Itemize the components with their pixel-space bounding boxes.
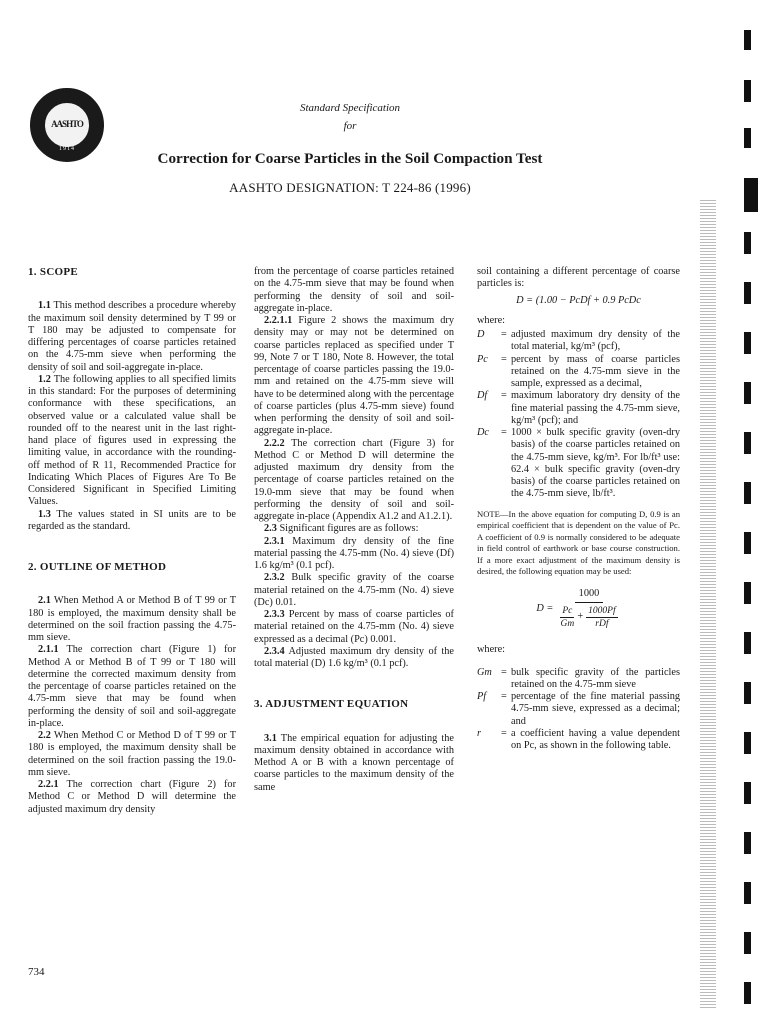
para-num: 2.1.1 bbox=[38, 644, 59, 656]
definition-symbol: Gm bbox=[477, 666, 492, 678]
equals-sign: = bbox=[501, 666, 507, 678]
para-text: When Method A or Method B of T 99 or T 180 is employed, the maximum density shall be determined on the soil fraction passing the 4.75-mm sieve. bbox=[28, 595, 236, 643]
equation-note: NOTE—In the above equation for computing D, 0.9 is an empirical coefficient that is dependent on the value of Pc. A coefficient of 0.9 is normally considered to be adequate in field control of earthwork or base course construction. If a more exact adjustment of the maximum density is desired, the following equation may be used: bbox=[477, 508, 680, 576]
section-heading-adjustment: 3. ADJUSTMENT EQUATION bbox=[254, 698, 409, 711]
scan-edge-mark bbox=[744, 128, 751, 148]
definitions-list-1 bbox=[477, 329, 680, 501]
definitions-list-2 bbox=[477, 667, 680, 753]
definition-text: maximum laboratory dry density of the fine material passing the 4.75-mm sieve, kg/m³ (pcf); and bbox=[511, 390, 680, 426]
para-2-2-2 bbox=[254, 438, 454, 524]
para-2-3-4 bbox=[254, 646, 454, 671]
definition-row bbox=[477, 728, 680, 753]
definition-text: 1000 × bulk specific gravity (oven-dry basis) of the coarse particles retained on the 4.75-mm sieve, kg/m³. For lb/ft³ use: 62.4 × bulk specific gravity (oven-dry basis) of the coarse particles retained on the 4.75-mm sieve, lb/ft³. bbox=[511, 427, 680, 500]
seal-year: 1914 bbox=[59, 146, 75, 152]
scan-edge-mark bbox=[744, 178, 758, 212]
scan-edge-mark bbox=[744, 882, 751, 904]
scan-edge-mark bbox=[744, 282, 751, 304]
eq2-fraction bbox=[557, 588, 620, 631]
para-text: This method describes a procedure whereby the maximum soil density determined by T 99 or T 180 may be adjusted to compensate for differing percentages of coarse particles retained on the 4.75-mm sieve when performing the density of soil and soil-aggregate in-place. bbox=[28, 300, 237, 373]
eq2-numerator: 1000 bbox=[575, 588, 604, 603]
scan-edge-mark bbox=[744, 532, 751, 554]
column-1 bbox=[28, 266, 236, 816]
definition-row bbox=[477, 691, 680, 728]
scan-edge-mark bbox=[744, 632, 751, 654]
equals-sign: = bbox=[501, 390, 507, 402]
scan-edge-mark bbox=[744, 982, 751, 1004]
para-num: 1.1 bbox=[38, 300, 51, 312]
equation-1: D = (1.00 − PcDf + 0.9 PcDc bbox=[516, 294, 641, 306]
para-num: 1.3 bbox=[38, 508, 51, 520]
definition-symbol: Pf bbox=[477, 691, 487, 702]
section-heading-outline: 2. OUTLINE OF METHOD bbox=[28, 561, 167, 573]
definition-symbol: r bbox=[477, 727, 482, 739]
para-text: Figure 2 shows the maximum dry density may or may not be determined on coarse particles replaced as specified under T 99, Note 7 or T 180, Note 8. However, the total percentage of coarse particles passing the 19.0-mm and retained on the 4.75-mm sieve will have to be determined along with the percentage of coarse particles (plus 4.75-mm sieve) found when performing the density of soil and soil-aggregate in-place. bbox=[254, 315, 455, 437]
where-label-2: where: bbox=[477, 644, 506, 656]
standard-spec-line: Standard Specification bbox=[299, 102, 401, 114]
eq2-lhs: D = bbox=[536, 602, 554, 614]
scan-edge-mark bbox=[744, 482, 751, 504]
para-text: The correction chart (Figure 1) for Method A or Method B of T 99 or T 180 will determine the corrected maximum density from the percentage of coarse particles retained on the 4.75-mm sieve that may be found when performing the density of soil and soil-aggregate in-place. bbox=[28, 644, 237, 729]
para-2-3-2 bbox=[254, 572, 454, 609]
definition-text: percent by mass of coarse particles retained on the 4.75-mm sieve in the sample, expressed as a decimal, bbox=[511, 353, 680, 389]
equals-sign: = bbox=[501, 727, 507, 739]
scan-edge-mark bbox=[744, 582, 751, 604]
definition-symbol: Df bbox=[477, 390, 488, 402]
for-line: for bbox=[343, 120, 357, 132]
para-text: When Method C or Method D of T 99 or T 180 is employed, the maximum density shall be determined on the soil fraction passing the 19.0-mm sieve. bbox=[28, 730, 236, 778]
eq2-term2-num: 1000Pf bbox=[586, 605, 617, 618]
definition-row bbox=[477, 427, 680, 501]
where-label: where: bbox=[477, 314, 506, 326]
para-3-1 bbox=[254, 733, 454, 794]
para-num: 2.3.2 bbox=[264, 572, 285, 584]
para-num: 2.2.1 bbox=[38, 779, 59, 790]
para-text: The correction chart (Figure 2) for Method C or Method D will determine the adjusted maximum dry density bbox=[28, 779, 237, 815]
para-num: 2.1 bbox=[38, 595, 51, 607]
scan-edge-mark bbox=[744, 332, 751, 354]
definition-text: adjusted maximum dry density of the total material, kg/m³ (pcf), bbox=[511, 329, 680, 353]
equals-sign: = bbox=[501, 691, 507, 702]
scan-edge-mark bbox=[744, 80, 751, 102]
para-text: The empirical equation for adjusting the maximum density obtained in accordance with Method A or B with a known percentage of coarse particles to the maximum density of the same bbox=[254, 732, 454, 793]
para-1-3 bbox=[28, 509, 236, 534]
para-2-1 bbox=[28, 595, 236, 644]
para-text: Bulk specific gravity of the coarse material retained on the 4.75-mm (No. 4) sieve (Dc) 0.01. bbox=[254, 572, 454, 608]
para-2-2 bbox=[28, 730, 236, 779]
equals-sign: = bbox=[501, 329, 507, 340]
para-num: 3.1 bbox=[264, 732, 277, 744]
para-text: The correction chart (Figure 3) for Method C or Method D will determine the adjusted maximum dry density from the percentage of coarse particles retained on the 19.0-mm sieve that may be found when performing the density of soil and soil-aggregate in-place (Appendix A1.2 and A1.2.1). bbox=[254, 437, 454, 522]
para-continued: soil containing a different percentage of coarse particles is: bbox=[477, 266, 680, 290]
para-num: 2.3.3 bbox=[264, 609, 285, 620]
para-2-3-3 bbox=[254, 609, 454, 646]
column-3 bbox=[477, 266, 680, 752]
aashto-designation: AASHTO DESIGNATION: T 224-86 (1996) bbox=[229, 180, 471, 195]
definition-row bbox=[477, 354, 680, 391]
para-2-3-1 bbox=[254, 536, 454, 573]
para-num: 2.3.1 bbox=[264, 535, 285, 547]
para-text: The following applies to all specified limits in this standard: For the purposes of determining conformance with these specifications, an observed value or a calculated value shall be rounded off to the nearest unit in the last right-hand place of figures used in expressing the limiting value, in accordance with the rounding-off method of R 11, Recommended Practice for Indicating Which Places of Figures Are To Be Considered Significant in Specified Limiting Values. bbox=[28, 373, 236, 508]
para-num: 2.2.2 bbox=[264, 437, 285, 449]
scan-edge-mark bbox=[744, 932, 751, 954]
para-2-1-1 bbox=[28, 644, 236, 730]
para-2-3 bbox=[254, 523, 454, 535]
definition-text: bulk specific gravity of the particles retained on the 4.75-mm sieve bbox=[511, 666, 680, 690]
seal-monogram: AASHTO bbox=[51, 119, 83, 129]
page-number: 734 bbox=[28, 966, 45, 978]
eq2-term2-den: rDf bbox=[595, 619, 609, 629]
definition-text: percentage of the fine material passing 4.75-mm sieve, expressed as a decimal; and bbox=[511, 691, 680, 727]
definition-row bbox=[477, 390, 680, 427]
equals-sign: = bbox=[501, 427, 507, 438]
para-text: Percent by mass of coarse particles of material retained on the 4.75-mm (No. 4) sieve expressed as a decimal (Pc) 0.001. bbox=[254, 609, 454, 645]
scan-edge-mark bbox=[744, 30, 751, 50]
para-text: Significant figures are as follows: bbox=[279, 523, 419, 535]
para-num: 2.3.4 bbox=[264, 645, 285, 657]
para-1-2 bbox=[28, 374, 236, 509]
equals-sign: = bbox=[501, 353, 507, 365]
section-heading-scope: 1. SCOPE bbox=[28, 266, 79, 278]
para-num: 2.2.1.1 bbox=[264, 315, 293, 326]
para-1-1 bbox=[28, 300, 236, 374]
scan-edge-mark bbox=[744, 782, 751, 804]
eq2-denominator bbox=[557, 603, 620, 631]
equation-2 bbox=[477, 588, 680, 631]
column-2 bbox=[254, 266, 454, 794]
para-num: 2.2 bbox=[38, 730, 51, 741]
eq2-plus: + bbox=[577, 611, 584, 623]
para-2-2-1-1 bbox=[254, 315, 454, 438]
para-continued: from the percentage of coarse particles retained on the 4.75-mm sieve that may be found when performing the density of soil and soil-aggregate in-place. bbox=[254, 266, 454, 314]
eq2-term1-den: Gm bbox=[560, 619, 575, 629]
scan-edge-mark bbox=[744, 432, 751, 454]
scan-edge-mark bbox=[744, 382, 751, 404]
definition-text: a coefficient having a value dependent on Pc, as shown in the following table. bbox=[511, 727, 680, 751]
para-text: Maximum dry density of the fine material passing the 4.75-mm (No. 4) sieve (Df) 1.6 kg/m³ (0.1 pcf). bbox=[254, 535, 454, 571]
scan-edge-mark bbox=[744, 682, 751, 704]
definition-row bbox=[477, 667, 680, 692]
para-num: 2.3 bbox=[264, 523, 277, 535]
para-2-2-1 bbox=[28, 779, 236, 816]
scan-edge-noise bbox=[700, 200, 716, 1010]
document-title: Correction for Coarse Particles in the Soil Compaction Test bbox=[157, 150, 543, 167]
scan-edge-mark bbox=[744, 232, 751, 254]
scan-edge-mark bbox=[744, 832, 751, 854]
eq2-term1-num: Pc bbox=[560, 605, 574, 618]
definition-symbol: Pc bbox=[477, 353, 488, 365]
definition-symbol: D bbox=[477, 329, 485, 340]
para-text: The values stated in SI units are to be regarded as the standard. bbox=[28, 508, 237, 532]
scan-edge-mark bbox=[744, 732, 751, 754]
para-num: 1.2 bbox=[38, 373, 51, 385]
definition-row bbox=[477, 329, 680, 354]
eq2-term-2 bbox=[586, 605, 617, 631]
eq2-term-1 bbox=[560, 605, 574, 631]
definition-symbol: Dc bbox=[477, 427, 490, 438]
para-text: Adjusted maximum dry density of the total material (D) 1.6 kg/m³ (0.1 pcf). bbox=[254, 645, 454, 669]
